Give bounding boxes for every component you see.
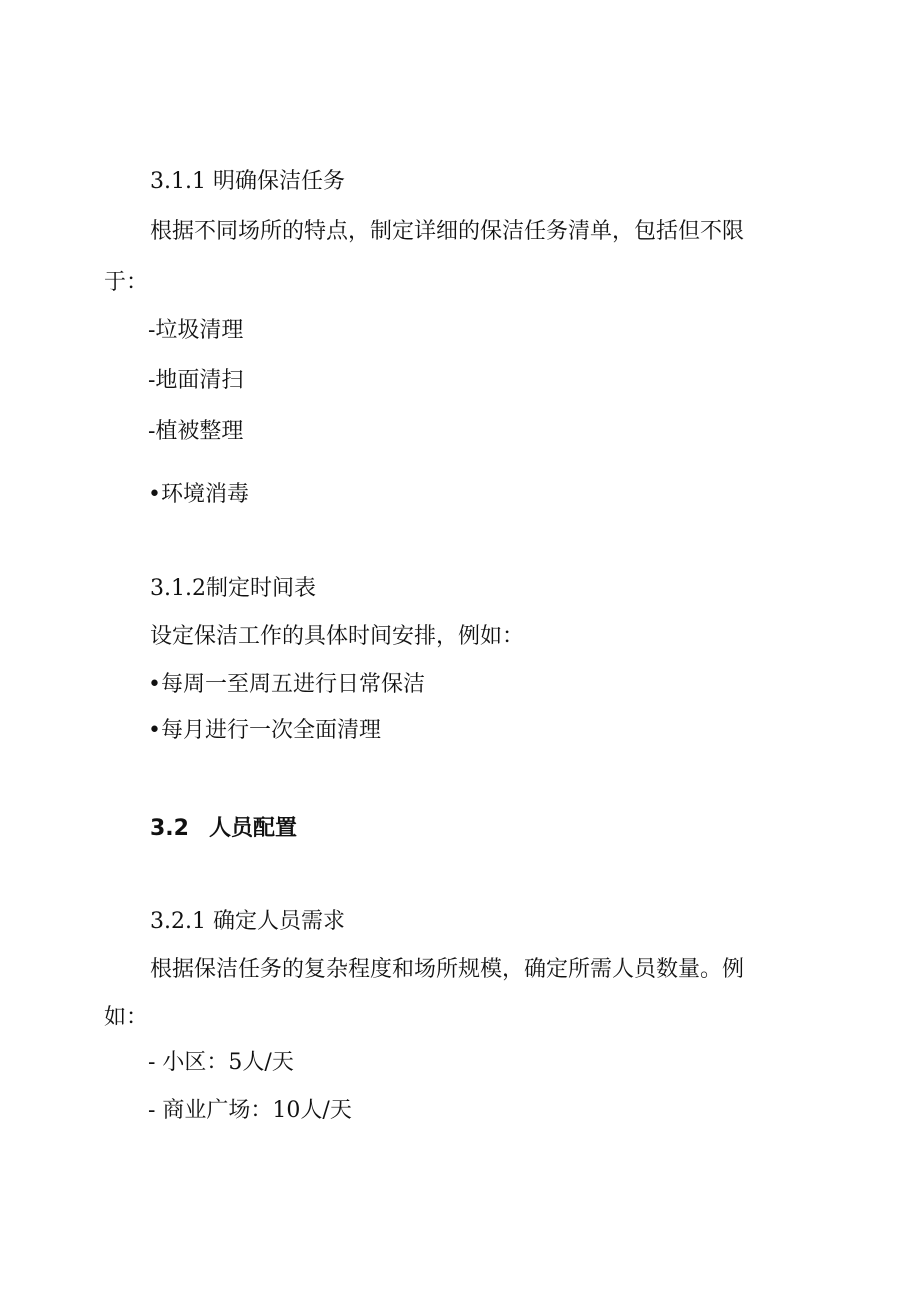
- task-item: -植被整理: [148, 419, 244, 444]
- paragraph-3-1-2: 设定保洁工作的具体时间安排，例如：: [150, 624, 525, 649]
- section-title: 人员配置: [208, 816, 297, 841]
- task-item: •环境消毒: [148, 482, 249, 507]
- paragraph-3-2-1-line1: 根据保洁任务的复杂程度和场所规模，确定所需人员数量。例: [150, 957, 745, 982]
- paragraph-3-1-1-line1: 根据不同场所的特点，制定详细的保洁任务清单，包括但不限: [150, 219, 745, 244]
- heading-3-1-2: 3.1.2制定时间表: [150, 576, 316, 601]
- staff-item: - 小区：5人/天: [148, 1050, 294, 1075]
- staff-item: - 商业广场：10人/天: [148, 1098, 352, 1123]
- schedule-item: •每月进行一次全面清理: [148, 718, 381, 743]
- section-number: 3.2: [150, 816, 189, 841]
- heading-3-2-1: 3.2.1 确定人员需求: [150, 909, 345, 934]
- paragraph-3-1-1-line2: 于：: [104, 270, 149, 295]
- paragraph-3-2-1-line2: 如：: [104, 1005, 149, 1030]
- heading-3-1-1: 3.1.1 明确保洁任务: [150, 169, 345, 194]
- task-item: -地面清扫: [148, 368, 244, 393]
- schedule-item: •每周一至周五进行日常保洁: [148, 672, 425, 697]
- section-heading-3-2: [150, 818, 297, 840]
- task-item: -垃圾清理: [148, 318, 244, 343]
